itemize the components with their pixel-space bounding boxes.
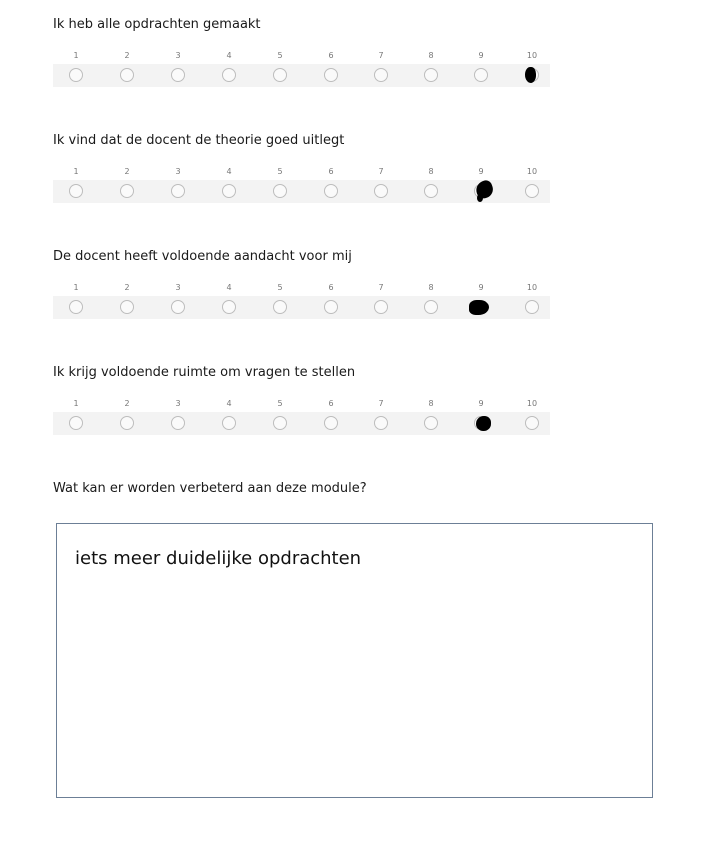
radio-row-4 [53, 412, 550, 435]
scale-number: 3 [175, 399, 181, 408]
scale-number: 6 [328, 399, 334, 408]
scale-number: 8 [428, 51, 434, 60]
radio-1-8[interactable] [424, 68, 438, 82]
handwritten-answer-mark-4 [476, 416, 491, 431]
scale-number: 8 [428, 167, 434, 176]
radio-1-1[interactable] [69, 68, 83, 82]
scale-number: 1 [73, 167, 79, 176]
question-1 [53, 17, 550, 60]
scale-number: 2 [124, 283, 130, 292]
radio-2-4[interactable] [222, 184, 236, 198]
radio-row-1 [53, 64, 550, 87]
radio-4-1[interactable] [69, 416, 83, 430]
scale-number: 4 [226, 51, 232, 60]
radio-4-10[interactable] [525, 416, 539, 430]
question-3-label: De docent heeft voldoende aandacht voor mij [53, 249, 352, 264]
question-3 [53, 249, 550, 292]
radio-2-3[interactable] [171, 184, 185, 198]
scale-number: 4 [226, 399, 232, 408]
radio-3-3[interactable] [171, 300, 185, 314]
radio-4-6[interactable] [324, 416, 338, 430]
question-2 [53, 133, 550, 176]
rating-scale-2 [53, 166, 550, 178]
scale-numbers-4 [53, 398, 550, 410]
scale-number: 5 [277, 167, 283, 176]
radio-3-10[interactable] [525, 300, 539, 314]
scale-number: 1 [73, 399, 79, 408]
radio-4-3[interactable] [171, 416, 185, 430]
radio-4-7[interactable] [374, 416, 388, 430]
radio-4-8[interactable] [424, 416, 438, 430]
radio-2-6[interactable] [324, 184, 338, 198]
scale-number: 10 [526, 283, 538, 292]
scale-number: 6 [328, 283, 334, 292]
radio-4-4[interactable] [222, 416, 236, 430]
scale-number: 6 [328, 167, 334, 176]
radio-3-5[interactable] [273, 300, 287, 314]
question-4 [53, 365, 550, 408]
scale-number: 5 [277, 51, 283, 60]
scale-number: 5 [277, 399, 283, 408]
question-4-label: Ik krijg voldoende ruimte om vragen te stellen [53, 365, 356, 380]
scale-number: 3 [175, 283, 181, 292]
scale-numbers-3 [53, 282, 550, 294]
scale-number: 9 [478, 51, 484, 60]
scale-number: 2 [124, 51, 130, 60]
radio-2-10[interactable] [525, 184, 539, 198]
radio-3-6[interactable] [324, 300, 338, 314]
scale-numbers-2 [53, 166, 550, 178]
scale-number: 7 [378, 283, 384, 292]
scale-number: 9 [478, 399, 484, 408]
scale-number: 9 [478, 283, 484, 292]
radio-4-2[interactable] [120, 416, 134, 430]
scale-number: 4 [226, 167, 232, 176]
radio-1-3[interactable] [171, 68, 185, 82]
radio-3-2[interactable] [120, 300, 134, 314]
radio-3-4[interactable] [222, 300, 236, 314]
handwritten-answer-mark-1 [525, 67, 536, 83]
handwritten-answer-mark-3 [469, 300, 489, 315]
scale-numbers-1 [53, 50, 550, 62]
radio-1-9[interactable] [474, 68, 488, 82]
radio-2-5[interactable] [273, 184, 287, 198]
radio-3-1[interactable] [69, 300, 83, 314]
scale-number: 8 [428, 283, 434, 292]
radio-4-5[interactable] [273, 416, 287, 430]
rating-scale-4 [53, 398, 550, 410]
scale-number: 7 [378, 399, 384, 408]
question-2-label: Ik vind dat de docent de theorie goed uitlegt [53, 133, 345, 148]
scale-number: 3 [175, 51, 181, 60]
rating-scale-3 [53, 282, 550, 294]
question-1-label: Ik heb alle opdrachten gemaakt [53, 17, 261, 32]
radio-1-6[interactable] [324, 68, 338, 82]
radio-2-8[interactable] [424, 184, 438, 198]
radio-1-4[interactable] [222, 68, 236, 82]
radio-3-7[interactable] [374, 300, 388, 314]
scale-number: 9 [478, 167, 484, 176]
scale-number: 8 [428, 399, 434, 408]
radio-2-1[interactable] [69, 184, 83, 198]
radio-3-8[interactable] [424, 300, 438, 314]
scale-number: 10 [526, 167, 538, 176]
scale-number: 10 [526, 399, 538, 408]
scale-number: 2 [124, 399, 130, 408]
radio-2-2[interactable] [120, 184, 134, 198]
radio-1-5[interactable] [273, 68, 287, 82]
scale-number: 2 [124, 167, 130, 176]
scale-number: 4 [226, 283, 232, 292]
open-question-label: Wat kan er worden verbeterd aan deze module? [53, 481, 367, 496]
open-answer-textarea[interactable] [56, 523, 653, 798]
radio-row-2 [53, 180, 550, 203]
handwritten-answer-tail-2 [477, 194, 483, 202]
scale-number: 1 [73, 283, 79, 292]
rating-scale-1 [53, 50, 550, 62]
scale-number: 5 [277, 283, 283, 292]
radio-row-3 [53, 296, 550, 319]
scale-number: 3 [175, 167, 181, 176]
scale-number: 10 [526, 51, 538, 60]
radio-1-7[interactable] [374, 68, 388, 82]
scale-number: 6 [328, 51, 334, 60]
scale-number: 1 [73, 51, 79, 60]
radio-1-2[interactable] [120, 68, 134, 82]
radio-2-7[interactable] [374, 184, 388, 198]
open-answer-text: iets meer duidelijke opdrachten [75, 548, 362, 569]
scale-number: 7 [378, 51, 384, 60]
scale-number: 7 [378, 167, 384, 176]
